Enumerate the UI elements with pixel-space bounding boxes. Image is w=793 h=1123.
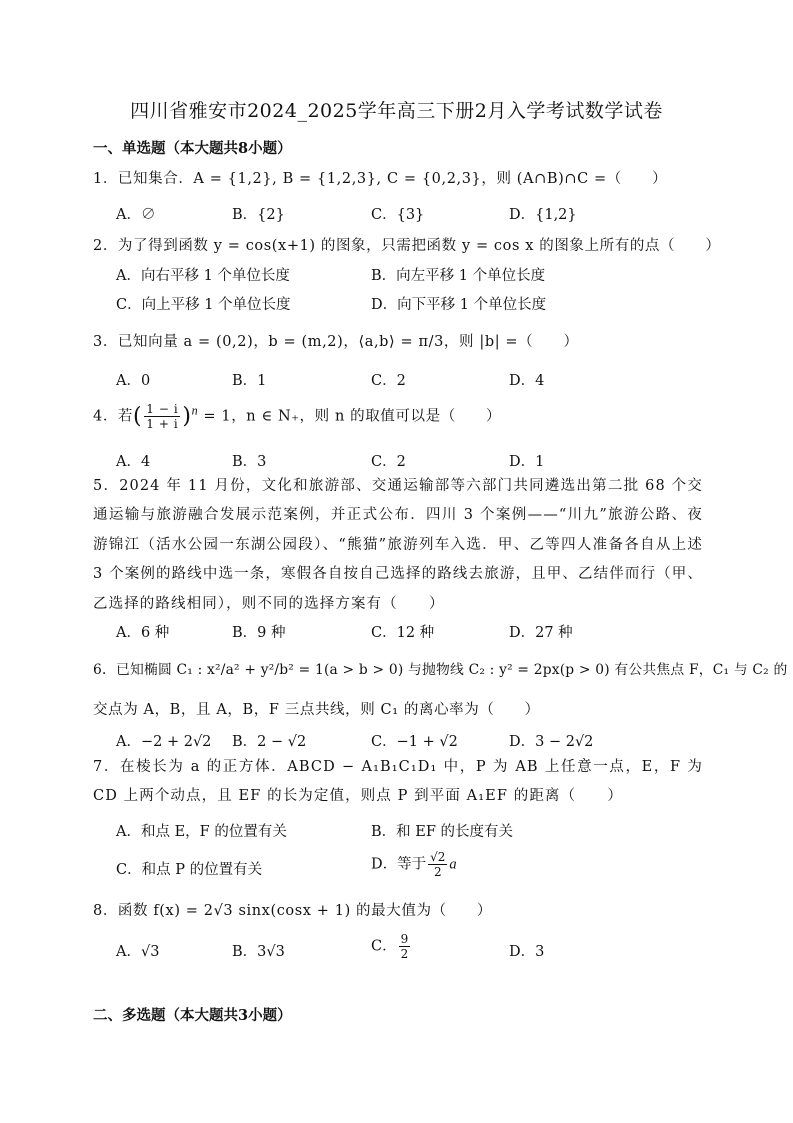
q4-exponent: n bbox=[191, 403, 199, 418]
question-1: 1．已知集合．A = {1,2}, B = {1,2,3}, C = {0,2,3}，则 (A∩B)∩C =（ ） bbox=[93, 171, 668, 187]
question-2: 2．为了得到函数 y = cos(x+1) 的图象，只需把函数 y = cos x 的图象上所有的点（ ） bbox=[93, 238, 721, 254]
q4-paren-close: ) bbox=[182, 404, 192, 429]
q3-option-c: C．2 bbox=[371, 373, 406, 389]
q8-option-c-numerator: 9 bbox=[400, 932, 409, 946]
q7-option-d-denominator: 2 bbox=[433, 865, 442, 879]
q4-denominator: 1 + i bbox=[146, 417, 179, 431]
q8-option-a: A．√3 bbox=[116, 944, 160, 960]
q7-option-d-prefix: D．等于 bbox=[371, 856, 427, 873]
question-5: 5．2024 年 11 月份，文化和旅游部、交通运输部等六部门共同遴选出第二批 68 个交通运输与旅游融合发展示范案例，并正式公布．四川 3 个案例——“川九”旅游公路、夜游锦江（活水公园一东湖公园段）、“熊猫”旅游列车入选．甲、乙等四人准备各自从上述 3 个案例的路线中选一条，寒假各自按自己选择的路线去旅游，且甲、乙结伴而行（甲、乙选择的路线相同），则不同的选择方案有（ ） bbox=[93, 478, 703, 612]
q1-option-b: B．{2} bbox=[232, 207, 285, 223]
q6-option-b: B．2 − √2 bbox=[232, 734, 307, 750]
q5-option-b: B．9 种 bbox=[232, 625, 286, 641]
q2-option-d: D．向下平移 1 个单位长度 bbox=[371, 297, 547, 313]
q7-option-c: C．和点 P 的位置有关 bbox=[116, 862, 263, 878]
q6-option-a: A．−2 + 2√2 bbox=[116, 734, 212, 750]
q7-option-a: A．和点 E，F 的位置有关 bbox=[116, 824, 287, 840]
q7-option-d-numerator: √2 bbox=[430, 850, 446, 864]
q4-option-b: B．3 bbox=[232, 454, 267, 470]
question-7: 7．在棱长为 a 的正方体．ABCD − A₁B₁C₁D₁ 中，P 为 AB 上任意一点，E，F 为 CD 上两个动点，且 EF 的长为定值，则点 P 到平面 A₁EF 的距离（ ） bbox=[93, 759, 703, 805]
q4-option-d: D．1 bbox=[509, 454, 545, 470]
q7-option-d-suffix: a bbox=[449, 856, 457, 873]
q7-option-d bbox=[371, 850, 457, 879]
q1-option-a: A．∅ bbox=[116, 207, 156, 223]
q8-option-c bbox=[371, 932, 412, 961]
q8-option-c-fraction bbox=[399, 932, 411, 961]
question-6-line-1: 6．已知椭圆 C₁ : x²/a² + y²/b² = 1(a > b > 0) 与抛物线 C₂ : y² = 2px(p > 0) 有公共焦点 F，C₁ 与 C₂ 的 bbox=[93, 662, 788, 678]
q7-option-b: B．和 EF 的长度有关 bbox=[371, 824, 514, 840]
q4-numerator: 1 − i bbox=[146, 402, 179, 416]
q5-option-d: D．27 种 bbox=[509, 625, 573, 641]
q6-option-d: D．3 − 2√2 bbox=[509, 734, 594, 750]
q1-option-d: D．{1,2} bbox=[509, 207, 577, 223]
q2-option-c: C．向上平移 1 个单位长度 bbox=[116, 297, 291, 313]
page-title: 四川省雅安市2024_2025学年高三下册2月入学考试数学试卷 bbox=[130, 100, 663, 122]
q4-prefix: 4．若 bbox=[93, 408, 134, 425]
q3-option-d: D．4 bbox=[509, 373, 545, 389]
q8-option-c-prefix: C． bbox=[371, 938, 397, 955]
q1-option-c: C．{3} bbox=[371, 207, 425, 223]
question-6-line-2: 交点为 A，B，且 A，B，F 三点共线，则 C₁ 的离心率为（ ） bbox=[93, 702, 540, 718]
q6-option-c: C．−1 + √2 bbox=[371, 734, 458, 750]
q4-option-a: A．4 bbox=[116, 454, 151, 470]
q8-option-d: D．3 bbox=[509, 944, 545, 960]
question-3: 3．已知向量 a = (0,2)，b = (m,2)，⟨a,b⟩ = π/3，则 |b| =（ ） bbox=[93, 334, 579, 350]
q5-option-c: C．12 种 bbox=[371, 625, 435, 641]
q2-option-b: B．向左平移 1 个单位长度 bbox=[371, 268, 546, 284]
q2-option-a: A．向右平移 1 个单位长度 bbox=[116, 268, 290, 284]
q4-paren-open: ( bbox=[133, 404, 143, 429]
section-heading-single-choice: 一、单选题（本大题共8小题） bbox=[93, 140, 292, 157]
question-4 bbox=[93, 402, 501, 431]
q3-option-b: B．1 bbox=[232, 373, 267, 389]
q3-option-a: A．0 bbox=[116, 373, 151, 389]
section-heading-multiple-choice: 二、多选题（本大题共3小题） bbox=[93, 1007, 292, 1024]
q7-option-d-fraction bbox=[428, 850, 447, 879]
q4-suffix: = 1，n ∈ N₊，则 n 的取值可以是（ ） bbox=[203, 408, 502, 425]
q4-option-c: C．2 bbox=[371, 454, 406, 470]
q8-option-c-denominator: 2 bbox=[400, 947, 409, 961]
q8-option-b: B．3√3 bbox=[232, 944, 285, 960]
q5-option-a: A．6 种 bbox=[116, 625, 170, 641]
question-8: 8．函数 f(x) = 2√3 sinx(cosx + 1) 的最大值为（ ） bbox=[93, 903, 492, 919]
q4-fraction bbox=[144, 402, 180, 431]
